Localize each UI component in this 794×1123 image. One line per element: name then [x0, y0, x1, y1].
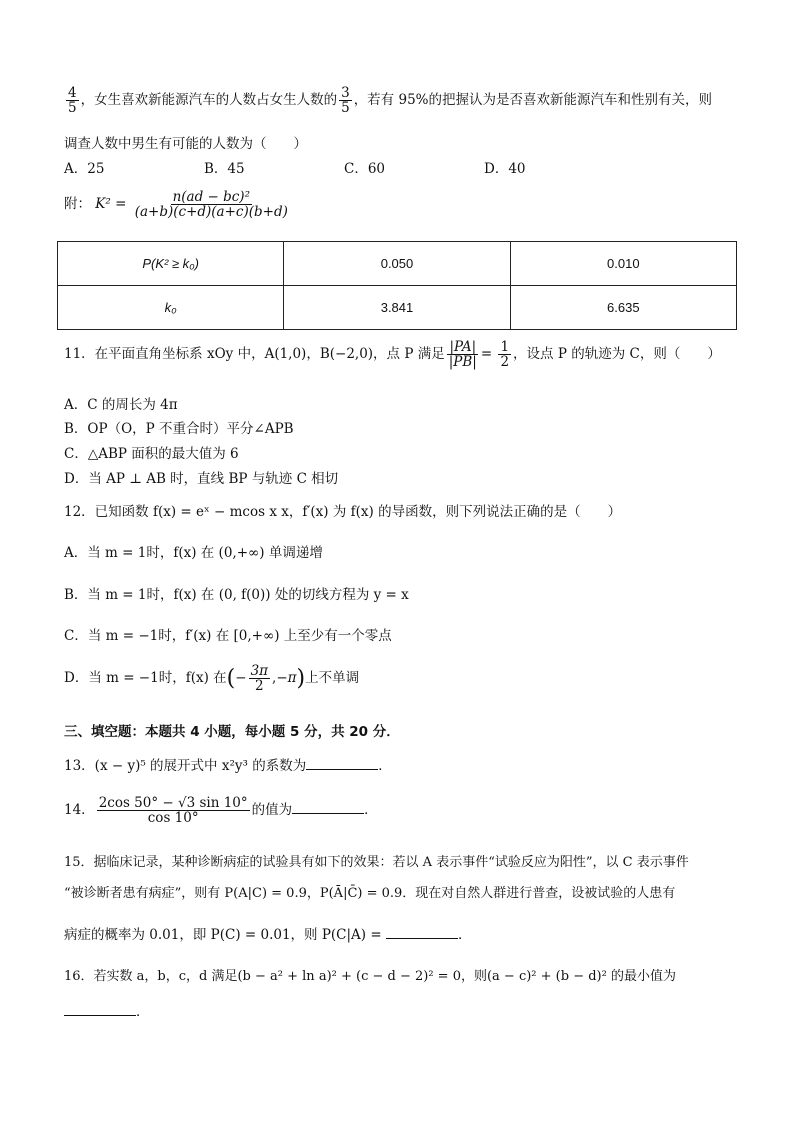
- option-d: D．40: [484, 161, 526, 177]
- q15-line3: [64, 923, 471, 943]
- answer-blank[interactable]: [386, 926, 458, 939]
- q14-suffix: 的值为: [251, 802, 293, 819]
- option-b: B．45: [204, 161, 245, 177]
- q10-line1: [64, 86, 712, 115]
- q16-line1: 16．若实数 a，b，c，d 满足(b − a² + ln a)² + (c − d − 2)² = 0，则(a − c)² + (b − d)² 的最小值为: [64, 969, 676, 984]
- q12-option-c: C．当 m = −1时，f′(x) 在 [0,+∞) 上至少有一个零点: [64, 628, 392, 644]
- q11-stem-c: ，设点 P 的轨迹为 C，则（ ）: [513, 346, 721, 363]
- fraction-numerator: 1: [500, 339, 510, 355]
- fraction: [498, 340, 511, 369]
- section-heading: 三、填空题：本题共 4 小题，每小题 5 分，共 20 分．: [64, 724, 400, 740]
- table-cell: 0.010: [510, 242, 736, 286]
- q16-end: ．: [136, 1004, 150, 1020]
- q14-end: ．: [364, 802, 378, 819]
- q12-option-d: D．当 m = −1时，f(x) 在(− $\frac{3\pi}{2}$ ,−π)上不单调: [64, 663, 360, 695]
- q12-option-d-text: D．当 m = −1时，f(x) 在: [64, 670, 227, 687]
- q10-line2: 调查人数中男生有可能的人数为（ ）: [64, 136, 307, 152]
- q15-line1: 15．据临床记录，某种诊断病症的试验具有如下的效果：若以 A 表示事件“试验反应为阳性”，以 C 表示事件: [64, 855, 689, 870]
- critical-value-table: [57, 241, 737, 330]
- fraction: [66, 86, 79, 115]
- fraction-denominator: cos 10°: [147, 810, 199, 827]
- q11-stem: [64, 340, 721, 369]
- fraction: [97, 796, 250, 825]
- q14-prefix: 14．: [64, 802, 95, 819]
- q11-stem-b: =: [480, 346, 497, 363]
- formula-fraction: [133, 190, 290, 219]
- table-row: [58, 242, 737, 286]
- chi-square-formula: [64, 190, 292, 219]
- q11-option-d: D．当 AP ⊥ AB 时，直线 BP 与轨迹 C 相切: [64, 471, 339, 487]
- formula-numerator: n(ad − bc)²: [172, 189, 250, 205]
- fraction: [249, 664, 270, 693]
- fraction-denominator: 5: [68, 100, 77, 117]
- q11-option-c: C．△ABP 面积的最大值为 6: [64, 446, 239, 462]
- fraction-denominator: 5: [341, 100, 350, 117]
- answer-blank[interactable]: [292, 801, 364, 814]
- fraction-numerator: 3π: [250, 663, 269, 679]
- fraction-numerator: 2cos 50° − √3 sin 10°: [98, 795, 248, 811]
- formula-denominator: (a+b)(c+d)(a+c)(b+d): [134, 204, 288, 221]
- fraction-numerator: |PA|: [449, 339, 477, 355]
- q12-stem: 12．已知函数 f(x) = eˣ − mcos x x，f′(x) 为 f(x) 的导函数，则下列说法正确的是（ ）: [64, 504, 622, 520]
- table-cell: P(K² ≥ k₀): [58, 242, 284, 286]
- option-a: A．25: [64, 161, 105, 177]
- answer-blank[interactable]: [306, 757, 378, 770]
- q11-stem-a: 11．在平面直角坐标系 xOy 中，A(1,0)，B(−2,0)，点 P 满足: [64, 346, 445, 363]
- fraction: [339, 86, 352, 115]
- q11-option-b: B．OP（O，P 不重合时）平分∠APB: [64, 421, 294, 437]
- fraction-numerator: 3: [341, 85, 350, 101]
- q13: [64, 754, 392, 774]
- q12-option-d-suffix: 上不单调: [305, 670, 360, 687]
- left-paren: (: [226, 666, 236, 692]
- answer-blank[interactable]: [64, 1003, 136, 1016]
- formula-lhs: K² =: [95, 196, 127, 213]
- q10-options: [64, 157, 624, 177]
- table-cell: 6.635: [510, 286, 736, 330]
- q15-line2: “被诊断者患有病症”，则有 P(A|C) = 0.9，P(Ā|C̄) = 0.9．现在对自然人群进行普查，设被试验的人患有: [64, 886, 676, 901]
- table-cell: 3.841: [284, 286, 510, 330]
- right-paren: ): [296, 666, 306, 692]
- table-cell: k₀: [58, 286, 284, 330]
- fraction-denominator: 2: [255, 678, 264, 695]
- fraction-denominator: |PB|: [448, 354, 477, 371]
- fraction-numerator: 4: [68, 85, 77, 101]
- fraction: [447, 340, 479, 369]
- q12-option-a: A．当 m = 1时，f(x) 在 (0,+∞) 单调递增: [64, 545, 323, 561]
- q12-option-b: B．当 m = 1时，f(x) 在 (0, f(0)) 处的切线方程为 y = x: [64, 587, 409, 603]
- q15-line3-text: 病症的概率为 0.01，即 P(C) = 0.01，则 P(C|A) =: [64, 927, 382, 943]
- q13-end: ．: [378, 758, 392, 774]
- option-c: C．60: [344, 161, 386, 177]
- q16-line2: [64, 1000, 150, 1020]
- table-cell: 0.050: [284, 242, 510, 286]
- note-label: 附：: [64, 196, 91, 213]
- q13-text: 13．(x − y)⁵ 的展开式中 x²y³ 的系数为: [64, 758, 307, 774]
- q10-text2: ，若有 95%的把握认为是否喜欢新能源汽车和性别有关，则: [353, 92, 712, 109]
- fraction-denominator: 2: [500, 354, 510, 371]
- q14: [64, 796, 378, 825]
- table-row: [58, 286, 737, 330]
- q10-text1: ，女生喜欢新能源汽车的人数占女生人数的: [80, 92, 338, 109]
- q11-option-a: A．C 的周长为 4π: [64, 397, 178, 413]
- q15-end: ．: [457, 927, 472, 943]
